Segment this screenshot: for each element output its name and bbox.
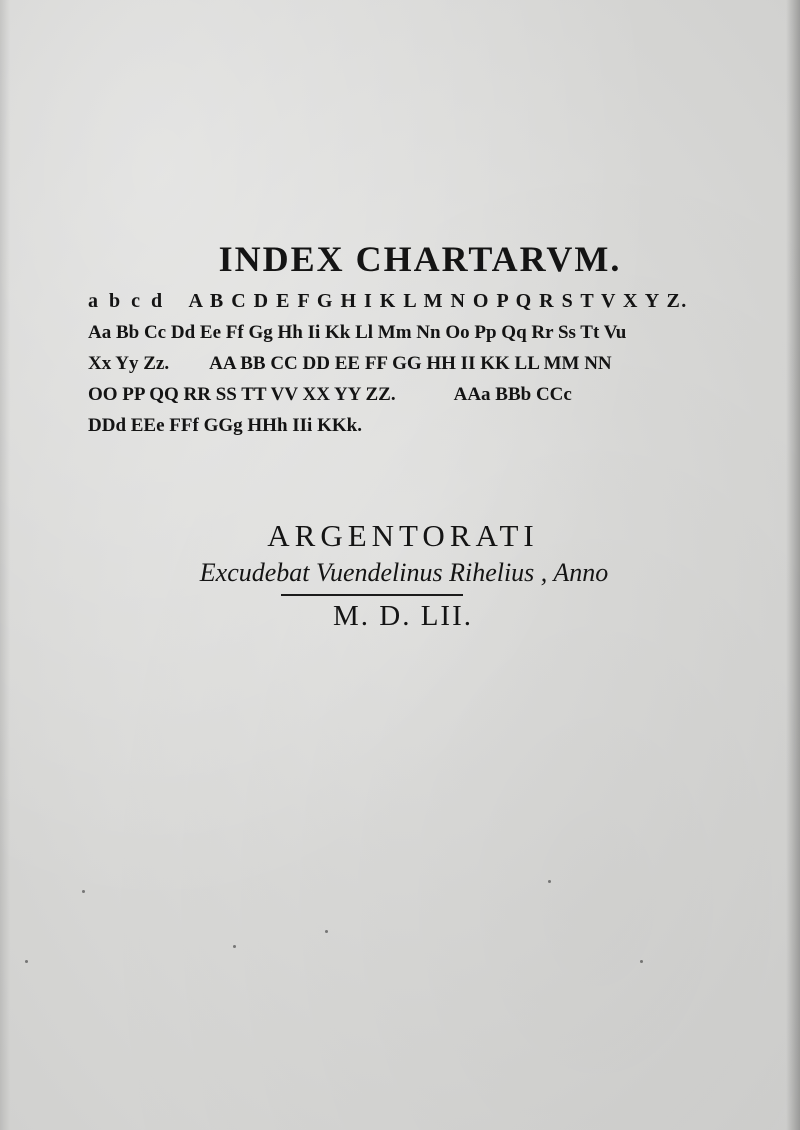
paper-speck — [325, 930, 328, 933]
imprint-city: ARGENTORATI — [267, 518, 539, 553]
signature-triples: AAa BBb CCc — [453, 384, 572, 405]
signature-pairs: Xx Yy Zz. — [88, 353, 170, 374]
signature-register — [88, 286, 708, 441]
paper-speck — [82, 890, 85, 893]
signature-line — [88, 286, 708, 317]
signature-line — [88, 410, 708, 441]
signature-line — [88, 317, 708, 348]
signature-pairs: Aa Bb Cc Dd Ee Ff Gg Hh Ii Kk Ll Mm Nn Oo Pp Qq Rr Ss Tt Vu — [88, 322, 627, 343]
paper-speck — [25, 960, 28, 963]
signature-capitals: A B C D E F G H I K L M N O P Q R S T V X Y Z. — [188, 290, 688, 312]
imprint-rule — [281, 594, 463, 596]
paper-speck — [548, 880, 551, 883]
paper-speck — [233, 945, 236, 948]
signature-lowercase: a b c d — [88, 290, 166, 312]
signature-doubles: AA BB CC DD EE FF GG HH II KK LL MM NN — [209, 353, 612, 374]
imprint-printer: Excudebat Vuendelinus Rihelius , Anno — [199, 558, 609, 587]
paper-speck — [640, 960, 643, 963]
signature-line — [88, 348, 708, 379]
signature-line — [88, 379, 708, 410]
signature-triples: DDd EEe FFf GGg HHh IIi KKk. — [88, 415, 362, 436]
signature-doubles: OO PP QQ RR SS TT VV XX YY ZZ. — [88, 384, 396, 405]
imprint-year: M. D. LII. — [332, 600, 473, 632]
page-title: INDEX CHARTARVM. — [218, 239, 622, 279]
